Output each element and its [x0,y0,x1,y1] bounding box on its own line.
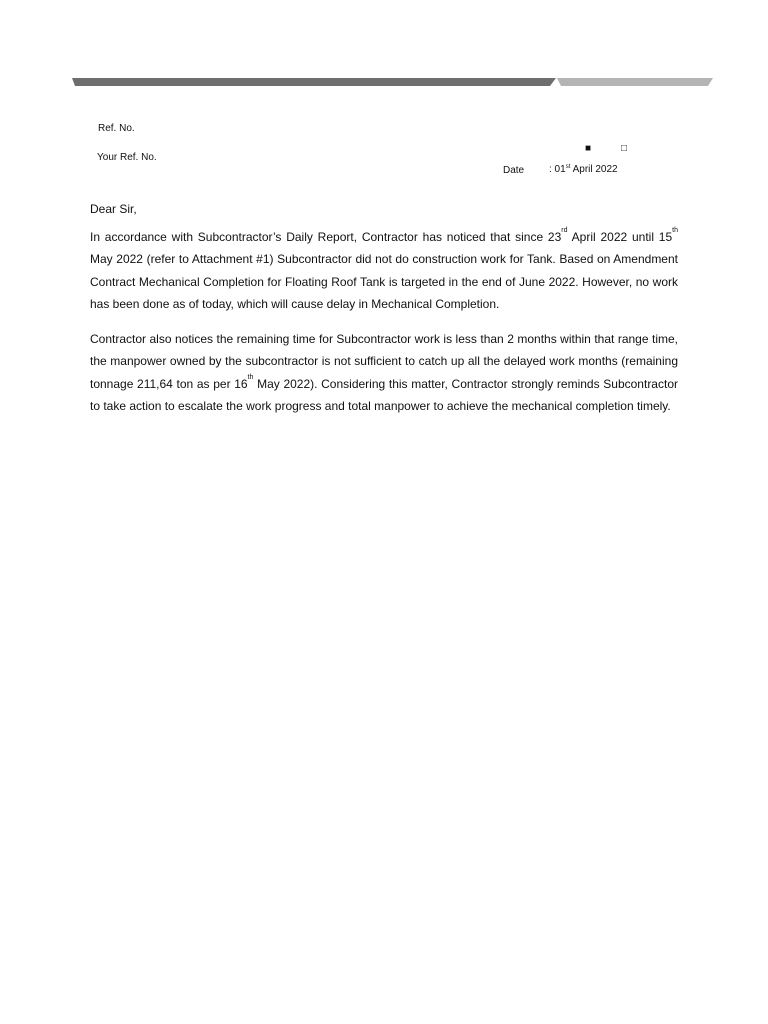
paragraph-2-sup-1: th [247,373,254,381]
salutation: Dear Sir, [90,202,137,216]
unchecked-box-icon: □ [621,143,628,154]
letterhead-bar [72,78,713,88]
paragraph-1-sup-2: th [672,226,678,234]
date-value [549,164,618,176]
letter-body [90,198,678,430]
letterhead-bar-dark [72,78,556,86]
date-label: Date [503,165,525,176]
paragraph-1-part-2: April 2022 until 15 [567,229,673,244]
date-rest: April 2022 [570,164,618,175]
paragraph-1-sup-1: rd [561,226,568,234]
your-ref-no-label: Your Ref. No. [97,152,157,163]
checked-box-icon: ■ [585,143,592,154]
paragraph-1-part-3: May 2022 (refer to Attachment #1) Subcontractor did not do construction work for Tank. Based on Amendment Contract Mechanical Completion for Floating Roof Tank is targeted in the end of June 2022. However, no work has been done as of today, which will cause delay in Mechanical Completion. [90,252,678,311]
letterhead-bar-graphic [72,78,713,88]
paragraph-2-part-2: May 2022). Considering this matter, Contractor strongly reminds Subcontractor to take action to escalate the work progress and total manpower to achieve the mechanical completion timely. [90,376,678,413]
ref-no-label: Ref. No. [98,123,135,134]
paragraph-1-part-1: In accordance with Subcontractor’s Daily Report, Contractor has noticed that since 23 [90,229,562,244]
paragraph-2-part-1: Contractor also notices the remaining time for Subcontractor work is less than 2 months within that range time, the manpower owned by the subcontractor is not sufficient to catch up all the delayed work months (remaining tonnage 211,64 ton as per 16 [90,331,678,391]
date-prefix: : 01 [549,164,566,175]
paragraph-1 [90,226,678,316]
paragraph-2 [90,328,678,418]
letterhead-bar-light [557,78,713,86]
date-ordinal: st [565,164,571,170]
